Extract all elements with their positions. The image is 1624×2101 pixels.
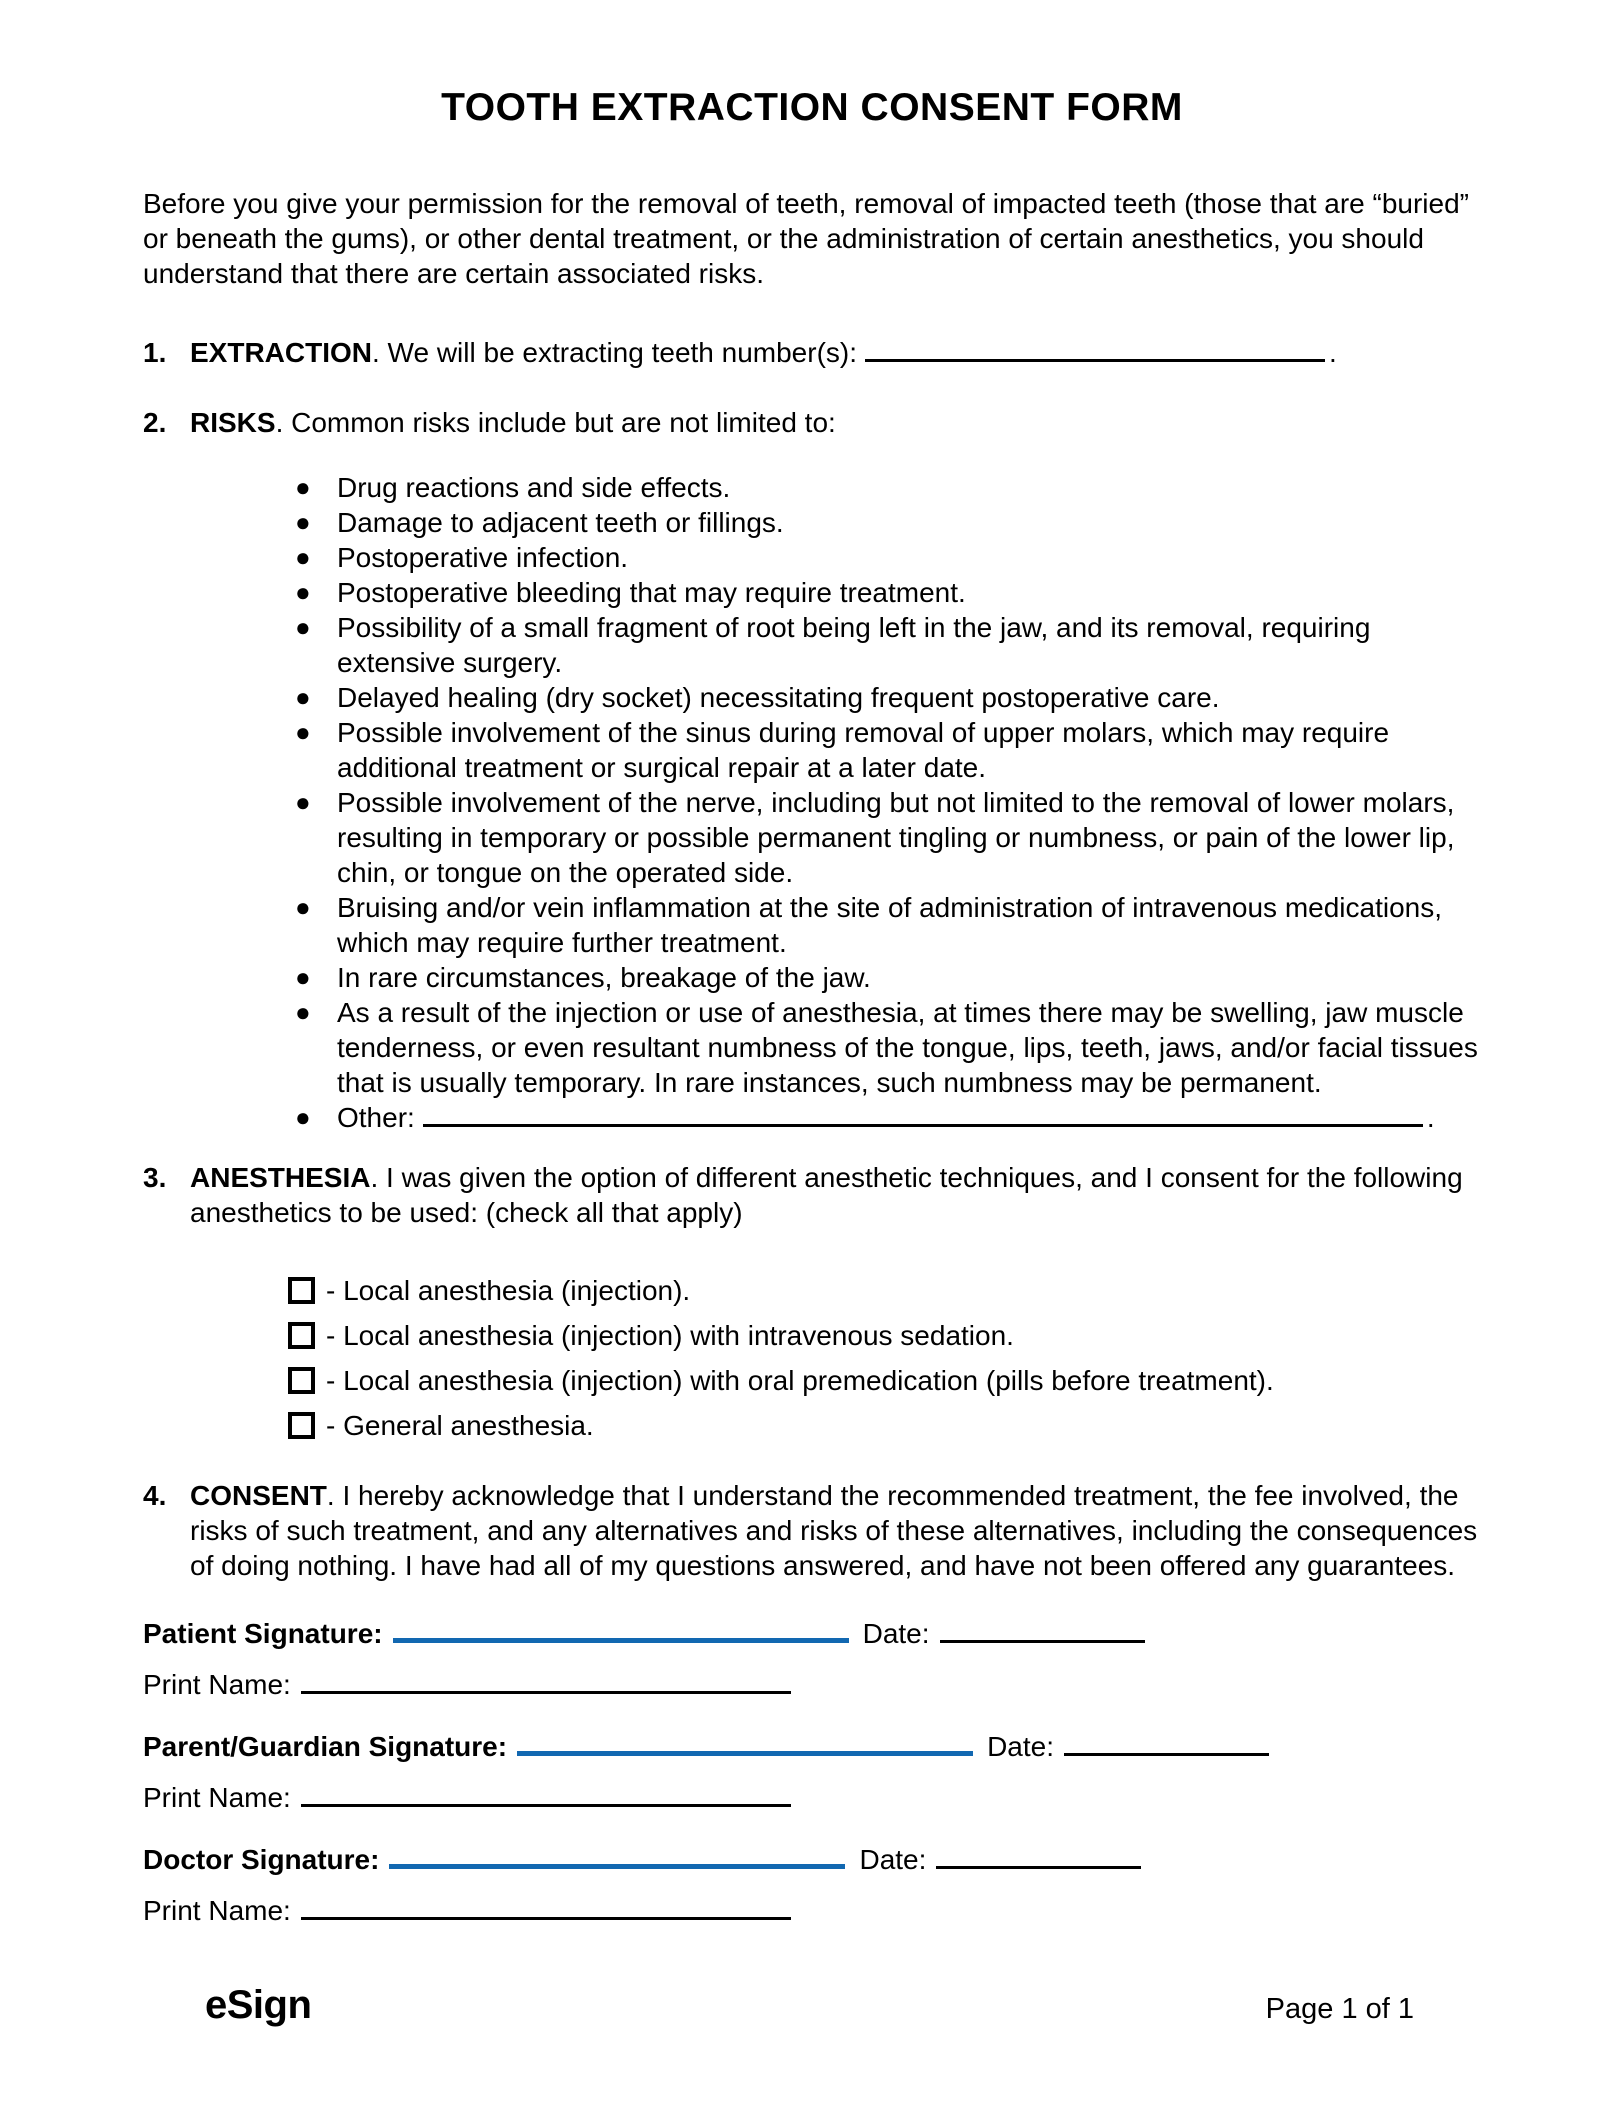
guardian-signature-line[interactable] (517, 1728, 973, 1756)
checkbox-local-anesthesia[interactable] (288, 1277, 315, 1304)
date-label: Date: (859, 1844, 927, 1875)
anesthesia-option (143, 1268, 1481, 1313)
checkbox-label: - Local anesthesia (injection). (326, 1275, 691, 1306)
page-footer (0, 1983, 1624, 2027)
date-label: Date: (987, 1731, 1055, 1762)
esign-logo: eSign (205, 1983, 312, 2027)
checkbox-local-oral-premedication[interactable] (288, 1367, 315, 1394)
section-number: 2. (143, 407, 167, 438)
patient-print-name-line[interactable] (301, 1666, 791, 1694)
guardian-signature-label: Parent/Guardian Signature: (143, 1731, 508, 1762)
bullet-icon: ● (295, 542, 311, 572)
bullet-icon: ● (295, 1102, 311, 1132)
anesthesia-option (143, 1403, 1481, 1448)
section-risks (143, 405, 1481, 440)
bullet-icon: ● (295, 787, 311, 817)
section-number: 1. (143, 337, 167, 368)
sentence-period: . (1426, 1102, 1435, 1133)
section-text: . Common risks include but are not limited to: (275, 407, 836, 438)
risk-item: ● As a result of the injection or use of anesthesia, at times there may be swelling, jaw muscle tenderness, or even resultant numbness of the tongue, lips, teeth, jaws, and/or facial tissues that is usually temporary. In rare instances, such numbness may be permanent. (295, 997, 1478, 1098)
anesthesia-option (143, 1313, 1481, 1358)
section-term: ANESTHESIA (190, 1162, 371, 1193)
page-title: TOOTH EXTRACTION CONSENT FORM (441, 86, 1183, 129)
bullet-icon: ● (295, 612, 311, 642)
section-consent (143, 1478, 1481, 1583)
checkbox-local-iv-sedation[interactable] (288, 1322, 315, 1349)
risk-item: ● Postoperative infection. (295, 542, 629, 573)
guardian-print-name-line[interactable] (301, 1779, 791, 1807)
doctor-signature-row (143, 1841, 1481, 1877)
bullet-icon: ● (295, 682, 311, 712)
section-text: . I hereby acknowledge that I understand the recommended treatment, the fee involved, the risks of such treatment, and any alternatives and risks of these alternatives, including the consequences of doing nothing. I have had all of my questions answered, and have not been offered any guarantees. (190, 1480, 1478, 1581)
risk-item: ● Drug reactions and side effects. (295, 472, 731, 503)
guardian-date-line[interactable] (1064, 1728, 1269, 1756)
section-number: 4. (143, 1480, 167, 1511)
other-label: Other: (337, 1102, 415, 1133)
patient-date-line[interactable] (940, 1615, 1145, 1643)
checkbox-general-anesthesia[interactable] (288, 1412, 315, 1439)
checkbox-label: - Local anesthesia (injection) with oral premedication (pills before treatment). (326, 1365, 1274, 1396)
risk-item-other (143, 1100, 1481, 1135)
signature-section (143, 1615, 1481, 1928)
print-name-label: Print Name: (143, 1895, 291, 1926)
risk-item: ● Possible involvement of the sinus during removal of upper molars, which may require additional treatment or surgical repair at a later date. (295, 717, 1390, 783)
anesthesia-options-list (143, 1268, 1481, 1448)
patient-signature-line[interactable] (393, 1615, 849, 1643)
bullet-icon: ● (295, 962, 311, 992)
risk-item: ● In rare circumstances, breakage of the jaw. (295, 962, 871, 993)
page-number: Page 1 of 1 (1265, 1993, 1414, 2025)
checkbox-label: - General anesthesia. (326, 1410, 594, 1441)
doctor-signature-label: Doctor Signature: (143, 1844, 380, 1875)
bullet-icon: ● (295, 472, 311, 502)
date-label: Date: (862, 1618, 930, 1649)
patient-signature-label: Patient Signature: (143, 1618, 383, 1649)
doctor-print-name-line[interactable] (301, 1892, 791, 1920)
teeth-numbers-line[interactable] (865, 336, 1325, 362)
doctor-date-line[interactable] (936, 1841, 1141, 1869)
risks-bullet-list (143, 470, 1481, 1135)
bullet-icon: ● (295, 717, 311, 747)
section-term: EXTRACTION (190, 337, 372, 368)
bullet-icon: ● (295, 997, 311, 1027)
risk-item: ● Postoperative bleeding that may require treatment. (295, 577, 966, 608)
section-text: . I was given the option of different anesthetic techniques, and I consent for the following anesthetics to be used: (check all that apply) (190, 1162, 1463, 1228)
risk-item: ● Bruising and/or vein inflammation at the site of administration of intravenous medications, which may require further treatment. (295, 892, 1443, 958)
section-anesthesia (143, 1160, 1481, 1230)
section-term: RISKS (190, 407, 276, 438)
doctor-signature-line[interactable] (389, 1841, 845, 1869)
risk-item: ● Possibility of a small fragment of root being left in the jaw, and its removal, requiring extensive surgery. (295, 612, 1371, 678)
patient-print-name-row (143, 1666, 1481, 1702)
sentence-period: . (1329, 337, 1337, 368)
bullet-icon: ● (295, 507, 311, 537)
section-term: CONSENT (190, 1480, 327, 1511)
risk-item: ● Delayed healing (dry socket) necessitating frequent postoperative care. (295, 682, 1220, 713)
checkbox-label: - Local anesthesia (injection) with intravenous sedation. (326, 1320, 1014, 1351)
section-extraction (143, 335, 1481, 370)
section-text: . We will be extracting teeth number(s): (372, 337, 858, 368)
guardian-print-name-row (143, 1779, 1481, 1815)
section-number: 3. (143, 1162, 167, 1193)
intro-paragraph: Before you give your permission for the removal of teeth, removal of impacted teeth (those that are “buried” or beneath the gums), or other dental treatment, or the administration of certain anesthetics, you should understand that there are certain associated risks. (143, 188, 1469, 289)
bullet-icon: ● (295, 892, 311, 922)
risk-item: ● Damage to adjacent teeth or fillings. (295, 507, 784, 538)
doctor-print-name-row (143, 1892, 1481, 1928)
other-risk-line[interactable] (423, 1101, 1423, 1127)
print-name-label: Print Name: (143, 1669, 291, 1700)
guardian-signature-row (143, 1728, 1481, 1764)
print-name-label: Print Name: (143, 1782, 291, 1813)
anesthesia-option (143, 1358, 1481, 1403)
bullet-icon: ● (295, 577, 311, 607)
risk-item: ● Possible involvement of the nerve, including but not limited to the removal of lower molars, resulting in temporary or possible permanent tingling or numbness, or pain of the lower lip, chin, or tongue on the operated side. (295, 787, 1455, 888)
patient-signature-row (143, 1615, 1481, 1651)
